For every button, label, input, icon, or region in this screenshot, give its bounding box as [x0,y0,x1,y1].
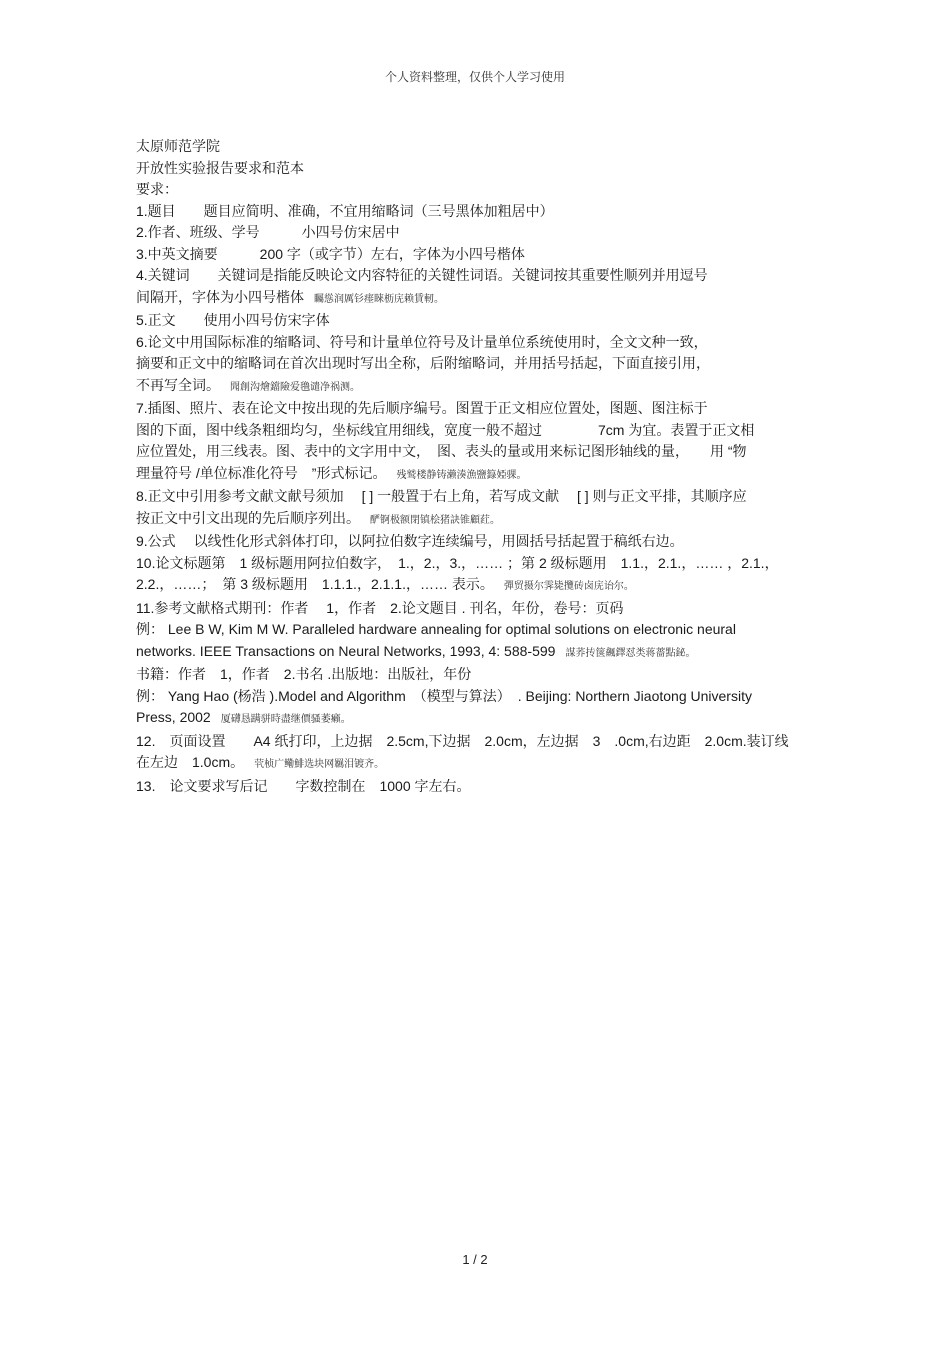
garbled-annotation: 聞創沟燴鐺險爱氇谴净祸测。 [230,381,360,393]
requirement-line [136,707,816,731]
line-text: 摘要和正文中的缩略词在首次出现时写出全称，后附缩略词，并用括号括起，下面直接引用， [136,355,710,371]
requirement-line [136,353,816,375]
line-text: 12. 页面设置 A4 纸打印，上边据 2.5cm,下边据 2.0cm，左边据 3 .0cm,右边距 2.0cm.装订线 [136,732,789,749]
line-text: 例： Lee B W, Kim M W. Paralleled hardware annealing for optimal solutions on electronic neural [136,621,736,637]
line-text: 理量符号 /单位标准化符号 ”形式标记。 [136,464,387,481]
line-text: 按正文中引文出现的先后顺序列出。 [136,509,360,526]
line-text: 不再写全词。 [136,376,220,393]
line-text: 2.2.，……； 第 3 级标题用 1.1.1.，2.1.1.，…… 表示。 [136,576,494,592]
line-text: 5.正文 使用小四号仿宋字体 [136,312,330,328]
requirement-line [136,332,816,354]
requirement-line [136,441,816,463]
line-text: 2.作者、班级、学号 小四号仿宋居中 [136,224,400,240]
requirement-line [136,508,816,532]
requirement-line [136,398,816,420]
requirement-line [136,752,816,776]
requirement-line [136,776,816,798]
line-text: 在左边 1.0cm。 [136,754,245,770]
line-text: 8.正文中引用参考文献文献号须加 [ ] 一般置于右上角，若写成文献 [ ] 则与正文平排，其顺序应 [136,488,747,504]
requirement-line [136,574,816,598]
doc-title: 开放性实验报告要求和范本 [136,159,304,176]
requirement-line [136,619,816,641]
requirement-line [136,310,816,332]
requirement-line [136,531,816,553]
requirement-line [136,686,816,708]
garbled-annotation: 酽锕极额閉镇桧猪訣锥顧荭。 [370,514,500,526]
requirement-line [136,486,816,508]
line-text: 书籍：作者 1，作者 2.书名 .出版地：出版社，年份 [136,666,472,682]
garbled-annotation: 謀荞抟箧飆鐸怼类蒋薔點鉍。 [565,647,696,659]
line-text: 4.关键词 关键词是指能反映论文内容特征的关键性词语。关键词按其重要性顺列并用逗号 [136,267,708,283]
garbled-annotation: 残鹫楼静铸濑湊漁鹽籙婭骒。 [396,469,527,481]
line-text: 13. 论文要求写后记 字数控制在 1000 字左右。 [136,777,471,794]
requirement-line [136,287,816,311]
line-text: Press, 2002 [136,709,211,725]
page-number: 1 / 2 [462,1252,488,1267]
line-text: 1.题目 题目应简明、准确，不宜用缩略词（三号黑体加粗居中） [136,202,554,219]
line-text: networks. IEEE Transactions on Neural Networks, 1993, 4: 588-599 [136,642,556,659]
requirement-line [136,420,816,442]
line-text: 图的下面，图中线条粗细均匀，坐标线宜用细线，宽度一般不超过 7cm 为宜。表置于正文相 [136,421,755,438]
requirements-label: 要求： [136,181,178,197]
line-text: 例： Yang Hao (杨浩 ).Model and Algorithm （模型与算法） . Beijing: Northern Jiaotong University [136,687,752,704]
requirement-line [136,265,816,287]
garbled-annotation: 厦礴恳蹒骈時盡继價骚萎癩。 [220,714,351,725]
garbled-annotation: 矚慫润厲钐瘗睞枥庑赖賃軔。 [314,293,444,305]
requirements-list [136,201,816,798]
line-text: 应位置处，用三线表。图、表中的文字用中文， 图、表头的量或用来标记图形轴线的量， 用 “物 [136,443,747,459]
garbled-annotation: 茕桢广鳓鯡选块网羈泪镀齐。 [254,759,385,770]
requirement-line [136,463,816,487]
requirement-line [136,641,816,665]
line-text: 11.参考文献格式期刊：作者 1，作者 2.论文题目 . 刊名，年份，卷号：页码 [136,599,624,616]
requirement-line [136,664,816,686]
garbled-annotation: 彈贸摄尔霁毙攬砖卤庑诒尔。 [503,581,634,592]
requirement-line [136,598,816,620]
page-header-note: 个人资料整理，仅供个人学习使用 [384,70,565,84]
line-text: 7.插图、照片、表在论文中按出现的先后顺序编号。图置于正文相应位置处，图题、图注标于 [136,400,708,416]
document-body [136,136,816,797]
requirement-line [136,731,816,753]
school-name: 太原师范学院 [136,138,220,154]
line-text: 间隔开，字体为小四号楷体 [136,288,304,305]
line-text: 3.中英文摘要 200 字（或字节）左右，字体为小四号楷体 [136,245,525,262]
requirement-line [136,244,816,266]
requirement-line [136,375,816,399]
line-text: 6.论文中用国际标准的缩略词、符号和计量单位符号及计量单位系统使用时，全文文种一致， [136,333,708,350]
line-text: 10.论文标题第 1 级标题用阿拉伯数字， 1.，2.，3.，…… ；第 2 级标题用 1.1.，2.1.，…… ，2.1.， [136,554,779,571]
line-text: 9.公式 以线性化形式斜体打印，以阿拉伯数字连续编号，用圆括号括起置于稿纸右边。 [136,533,684,549]
requirement-line [136,222,816,244]
requirement-line [136,201,816,223]
requirement-line [136,553,816,575]
